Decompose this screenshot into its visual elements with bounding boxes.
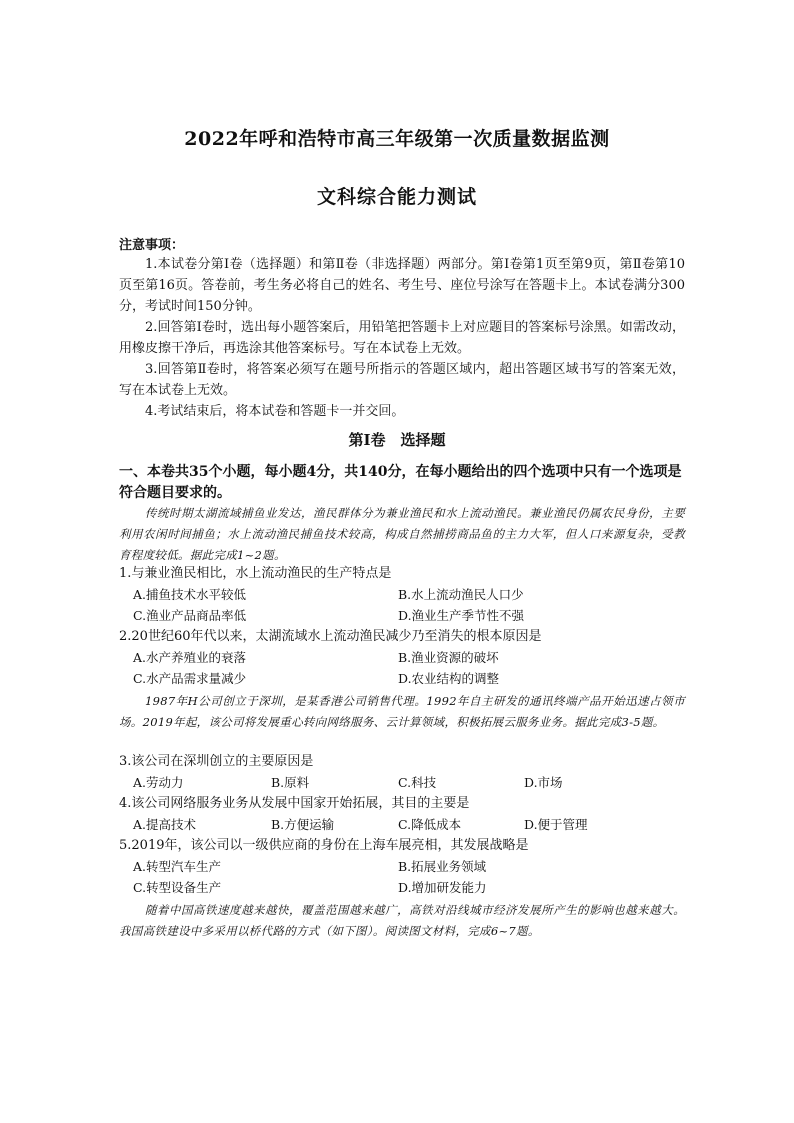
question-stem: 3.该公司在深圳创立的主要原因是 (119, 754, 314, 769)
notice-item: 2.回答第Ⅰ卷时，选出每小题答案后，用铅笔把答题卡上对应题目的答案标号涂黑。如需改动，用橡皮擦干净后，再选涂其他答案标号。写在本试卷上无效。 (119, 320, 685, 356)
reading-material: 随着中国高铁速度越来越快，覆盖范围越来越广，高铁对沿线城市经济发展所产生的影响也越来越大。我国高铁建设中多采用以桥代路的方式（如下图）。阅读图文材料，完成6~7题。 (119, 903, 685, 938)
option-d: D.增加研发能力 (398, 880, 487, 895)
option-c: C.渔业产品商品率低 (133, 608, 247, 623)
option-b: B.拓展业务领域 (398, 859, 487, 874)
option-d: D.市场 (524, 775, 563, 790)
option-a: A.劳动力 (133, 775, 184, 790)
option-c: C.降低成本 (398, 817, 462, 832)
question-stem: 4.该公司网络服务业务从发展中国家开始拓展，其目的主要是 (119, 796, 470, 811)
notice-item: 4.考试结束后，将本试卷和答题卡一并交回。 (145, 404, 405, 419)
reading-material: 传统时期太湖流域捕鱼业发达，渔民群体分为兼业渔民和水上流动渔民。兼业渔民仍属农民身份，主要利用农闲时间捕鱼；水上流动渔民捕鱼技术较高，构成自然捕捞商品鱼的主力大军，但人口来源复杂，受教育程度较低。据此完成1~2题。 (119, 506, 685, 562)
reading-material: 1987年H公司创立于深圳，是某香港公司销售代理。1992年自主研发的通讯终端产品开始迅速占领市场。2019年起，该公司将发展重心转向网络服务、云计算领域，积极拓展云服务业务。据此完成3-5题。 (119, 694, 685, 729)
option-b: B.方便运输 (271, 817, 335, 832)
option-a: A.水产养殖业的衰落 (133, 650, 247, 665)
question-stem: 2.20世纪60年代以来，太湖流域水上流动渔民减少乃至消失的根本原因是 (119, 629, 542, 644)
option-c: C.水产品需求量减少 (133, 671, 247, 686)
notice-item: 1.本试卷分第Ⅰ卷（选择题）和第Ⅱ卷（非选择题）两部分。第Ⅰ卷第1页至第9页，第Ⅱ卷第10页至第16页。答卷前，考生务必将自己的姓名、考生号、座位号涂写在答题卡上。本试卷满分300分，考试时间150分钟。 (119, 257, 685, 314)
option-d: D.便于管理 (524, 817, 588, 832)
notice-heading: 注意事项： (119, 238, 185, 253)
option-b: B.水上流动渔民人口少 (398, 587, 524, 602)
question-stem: 1.与兼业渔民相比，水上流动渔民的生产特点是 (119, 566, 392, 581)
exam-title: 2022年呼和浩特市高三年级第一次质量数据监测 (184, 128, 610, 150)
option-a: A.捕鱼技术水平较低 (133, 587, 247, 602)
option-c: C.科技 (398, 775, 437, 790)
section-title: 第Ⅰ卷 选择题 (348, 431, 446, 449)
option-d: D.农业结构的调整 (398, 671, 500, 686)
option-d: D.渔业生产季节性不强 (398, 608, 525, 623)
notice-item: 3.回答第Ⅱ卷时，将答案必须写在题号所指示的答题区域内，超出答题区域书写的答案无效，写在本试卷上无效。 (119, 362, 685, 398)
option-b: B.渔业资源的破坏 (398, 650, 499, 665)
question-stem: 5.2019年，该公司以一级供应商的身份在上海车展亮相，其发展战略是 (119, 838, 529, 853)
option-c: C.转型设备生产 (133, 880, 222, 895)
option-a: A.转型汽车生产 (133, 859, 222, 874)
exam-subtitle: 文科综合能力测试 (316, 186, 477, 208)
option-b: B.原料 (271, 775, 310, 790)
option-a: A.提高技术 (133, 817, 197, 832)
section-instruction: 一、本卷共35个小题，每小题4分，共140分，在每小题给出的四个选项中只有一个选项是符合题目要求的。 (119, 464, 682, 501)
